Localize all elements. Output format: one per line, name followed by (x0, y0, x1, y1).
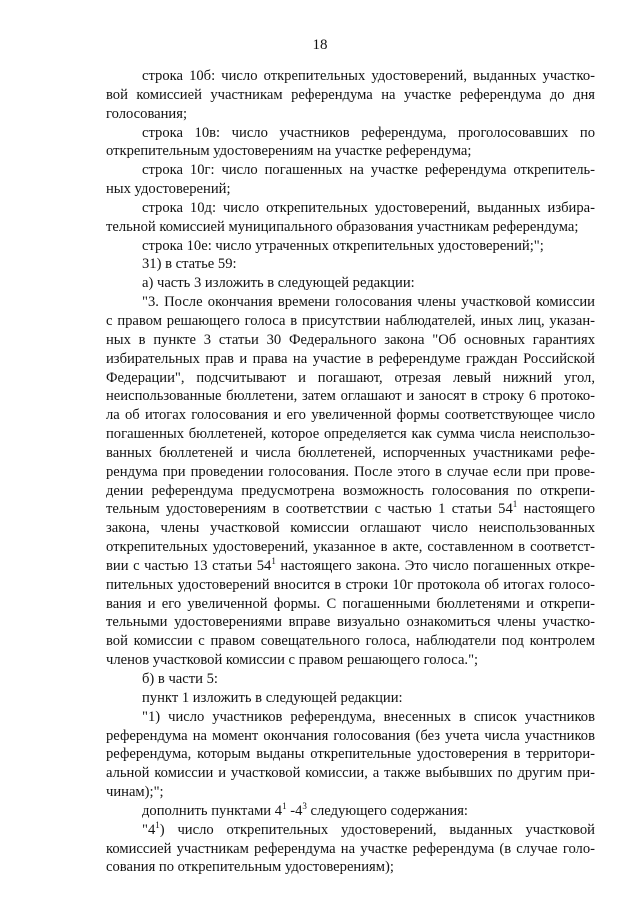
text-line (106, 331, 595, 350)
text-line (106, 670, 595, 689)
text-fragment: б) в части 5: (142, 671, 218, 687)
text-fragment: вой комиссии с правом совещательного голоса, наблюдатели под контролем (106, 633, 595, 650)
text-fragment: открепительным удостоверениям на участке референдума; (106, 143, 472, 160)
text-fragment: закона, члены участковой комиссии оглашают число неиспользованных (106, 520, 595, 537)
text-fragment: погашенных бюллетеней, которое определяется как сумма числа неиспользо- (106, 426, 595, 443)
text-line (106, 350, 595, 369)
text-fragment: с правом решающего голоса в присутствии наблюдателей, иных лиц, указан- (106, 312, 595, 329)
text-fragment: тельной комиссией муниципального образования участникам референдума; (106, 218, 579, 235)
text-line (106, 142, 595, 161)
text-line (106, 576, 595, 595)
text-fragment: неиспользованные бюллетени, затем оглашают и заносят в строку 6 протоко- (106, 388, 595, 405)
page-number: 18 (312, 37, 328, 53)
text-fragment: 31) в статье 59: (142, 256, 237, 273)
text-fragment: ных в пункте 3 статьи 30 Федерального закона "Об основных гарантиях (106, 331, 595, 348)
text-line (106, 745, 595, 764)
text-fragment: вой комиссией участникам референдума на участке референдума до дня (106, 86, 595, 103)
text-fragment: дополнить пунктами 4 (142, 802, 283, 819)
text-fragment: вания и его увеличенной формы. С погашенными бюллетенями и открепи- (106, 595, 595, 612)
text-line (106, 161, 595, 180)
text-line (106, 67, 595, 86)
text-fragment: вии с частью 13 статьи 54 (106, 557, 272, 574)
text-line (106, 840, 595, 859)
text-fragment: референдума, которым выданы открепительные удостоверения в территори- (106, 746, 595, 763)
text-line (106, 425, 595, 444)
text-line (106, 727, 595, 746)
text-line (106, 632, 595, 651)
text-line (106, 783, 595, 802)
text-line (106, 613, 595, 632)
text-fragment: тельным удостоверениям в соответствии с частью 1 статьи 54 (106, 501, 513, 518)
text-fragment: "1) число участников референдума, внесенных в список участников (142, 708, 595, 725)
text-fragment: членов участковой комиссии с правом решающего голоса."; (106, 652, 479, 669)
superscript: 1 (512, 499, 518, 510)
text-fragment: пункт 1 изложить в следующей редакции: (142, 689, 403, 706)
text-fragment: -4 (286, 802, 303, 819)
text-line (106, 105, 595, 124)
text-fragment: дении референдума предусмотрена возможность голосования по открепи- (106, 482, 595, 499)
text-fragment: голосования; (106, 105, 188, 122)
superscript: 1 (282, 800, 287, 811)
text-fragment: референдума на момент окончания голосования (без учета числа участников (106, 727, 595, 744)
text-line (106, 369, 595, 388)
text-line (106, 444, 595, 463)
text-line (106, 387, 595, 406)
text-line (106, 293, 595, 312)
text-fragment: строка 10г: число погашенных на участке референдума открепитель- (142, 162, 595, 179)
text-line (106, 557, 595, 576)
text-line (106, 651, 595, 670)
text-line (106, 500, 595, 519)
text-line (106, 689, 595, 708)
text-fragment: строка 10в: число участников референдума, проголосовавших по (142, 124, 595, 141)
text-line (106, 406, 595, 425)
text-fragment: следующего содержания: (306, 802, 468, 819)
text-line (106, 274, 595, 293)
text-line (106, 538, 595, 557)
text-line (106, 595, 595, 614)
superscript: 1 (155, 819, 160, 830)
text-fragment: настоящего (517, 501, 595, 518)
text-line (106, 124, 595, 143)
text-fragment: ла об итогах голосования и его увеличенной формы соответствующее число (106, 407, 595, 424)
text-fragment: а) часть 3 изложить в следующей редакции: (142, 275, 415, 292)
text-line (106, 519, 595, 538)
text-fragment: строка 10б: число открепительных удостоверений, выданных участко- (142, 68, 595, 84)
text-fragment: тельными удостоверениями вправе визуально ознакомиться члены участко- (106, 614, 595, 631)
text-line (106, 199, 595, 218)
text-fragment: строка 10е: число утраченных открепительных удостоверений;"; (142, 237, 544, 254)
text-fragment: ных удостоверений; (106, 181, 231, 198)
text-fragment: избирательных прав и права на участие в референдуме граждан Российской (106, 350, 595, 367)
text-line (106, 255, 595, 274)
text-fragment: "3. После окончания времени голосования члены участковой комиссии (142, 294, 595, 311)
text-line (106, 237, 595, 256)
text-line (106, 218, 595, 237)
superscript: 1 (271, 555, 276, 566)
text-line (106, 858, 595, 877)
text-fragment: альной комиссии и участковой комиссии, а также выбывших по другим при- (106, 765, 595, 782)
text-fragment: чинам);"; (106, 784, 164, 801)
text-line (106, 708, 595, 727)
text-line (106, 463, 595, 482)
text-fragment: ванных бюллетеней и числа бюллетеней, испорченных участниками рефе- (106, 444, 595, 461)
text-fragment: настоящего закона. Это число погашенных откре- (275, 557, 595, 574)
text-fragment: открепительных удостоверений, указанное в акте, составленном в соответст- (106, 539, 595, 556)
text-fragment: рендума при проведении голосования. После этого в случае если при прове- (106, 463, 595, 480)
text-fragment: комиссией участникам референдума на участке референдума (в случае голо- (106, 840, 595, 857)
body-text (106, 67, 595, 877)
text-line (106, 86, 595, 105)
text-line (106, 312, 595, 331)
text-line (106, 482, 595, 501)
text-line (106, 180, 595, 199)
superscript: 3 (302, 800, 307, 811)
text-line (106, 764, 595, 783)
text-fragment: сования по открепительным удостоверениям); (106, 859, 394, 876)
text-line (106, 821, 595, 840)
text-fragment: "4 (142, 821, 156, 838)
text-fragment: Федерации", подсчитывают и погашают, отрезая левый нижний угол, (106, 369, 595, 386)
text-fragment: строка 10д: число открепительных удостоверений, выданных избира- (142, 199, 595, 216)
text-fragment: ) число открепительных удостоверений, выданных участковой (159, 821, 595, 838)
text-line (106, 802, 595, 821)
text-fragment: пительных удостоверений вносится в строки 10г протокола об итогах голосо- (106, 576, 595, 593)
